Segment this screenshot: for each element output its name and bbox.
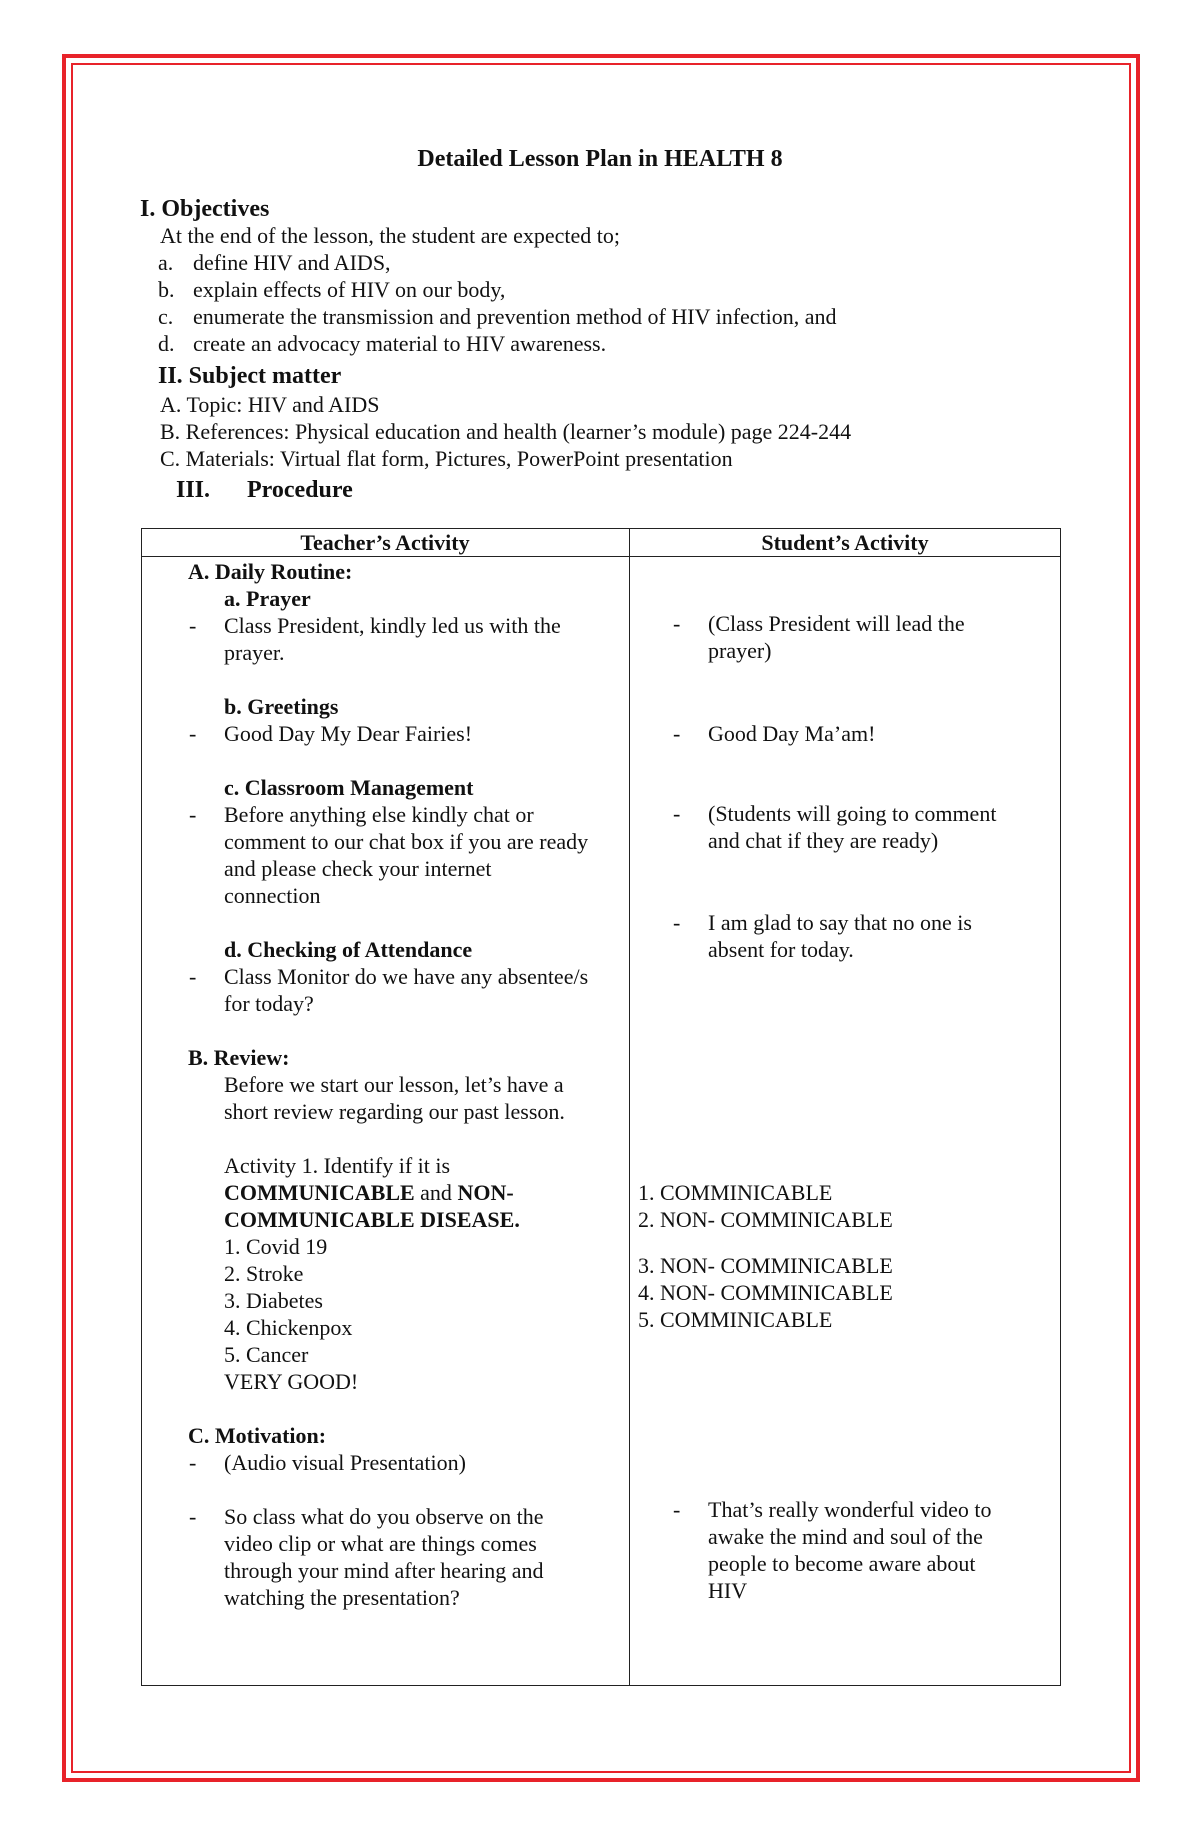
teacher-attendance-line: Class Monitor do we have any absentee/s bbox=[224, 964, 589, 989]
dash-bullet: - bbox=[189, 802, 197, 827]
activity-instruction: Activity 1. Identify if it is bbox=[224, 1153, 451, 1178]
disease-list-item: 1. Covid 19 bbox=[224, 1234, 328, 1259]
disease-list-item: 2. Stroke bbox=[224, 1261, 304, 1286]
table-column-divider bbox=[629, 528, 630, 1686]
objective-letter-c: c. bbox=[158, 304, 174, 329]
teacher-praise: VERY GOOD! bbox=[224, 1369, 359, 1394]
student-motivation-line: HIV bbox=[708, 1578, 748, 1603]
subject-references: B. References: Physical education and health (learner’s module) page 224-244 bbox=[160, 419, 852, 444]
student-prayer-line: prayer) bbox=[708, 638, 772, 663]
teacher-observe-line: watching the presentation? bbox=[224, 1585, 460, 1610]
student-motivation-line: people to become aware about bbox=[708, 1551, 976, 1576]
student-greeting: Good Day Ma’am! bbox=[708, 721, 876, 746]
prayer-heading: a. Prayer bbox=[224, 586, 311, 611]
subject-materials: C. Materials: Virtual flat form, Pictures, PowerPoint presentation bbox=[160, 446, 733, 471]
dash-bullet: - bbox=[189, 613, 197, 638]
dash-bullet: - bbox=[673, 611, 681, 636]
activity-instruction-line bbox=[224, 1179, 514, 1206]
teacher-observe-line: So class what do you observe on the bbox=[224, 1504, 544, 1529]
dash-bullet: - bbox=[189, 721, 197, 746]
dash-bullet: - bbox=[673, 910, 681, 935]
dash-bullet: - bbox=[673, 801, 681, 826]
teacher-review-line: short review regarding our past lesson. bbox=[224, 1099, 565, 1124]
non-keyword: NON- bbox=[457, 1180, 514, 1205]
subject-topic: A. Topic: HIV and AIDS bbox=[160, 392, 380, 417]
disease-list-item: 3. Diabetes bbox=[224, 1288, 323, 1313]
teacher-cm-line: and please check your internet bbox=[224, 856, 492, 881]
student-answer: 3. NON- COMMINICABLE bbox=[638, 1253, 893, 1278]
teacher-activity-header: Teacher’s Activity bbox=[300, 530, 470, 555]
objective-letter-b: b. bbox=[158, 277, 175, 302]
procedure-numeral: III. bbox=[176, 477, 211, 503]
student-motivation-line: awake the mind and soul of the bbox=[708, 1524, 983, 1549]
student-attendance-line: I am glad to say that no one is bbox=[708, 910, 972, 935]
teacher-greeting: Good Day My Dear Fairies! bbox=[224, 721, 473, 746]
communicable-keyword: COMMUNICABLE bbox=[224, 1180, 415, 1205]
objective-item-b: explain effects of HIV on our body, bbox=[193, 277, 506, 302]
teacher-observe-line: through your mind after hearing and bbox=[224, 1558, 544, 1583]
student-activity-header: Student’s Activity bbox=[761, 530, 929, 555]
classroom-management-heading: c. Classroom Management bbox=[224, 775, 474, 800]
student-attendance-line: absent for today. bbox=[708, 937, 854, 962]
objective-letter-a: a. bbox=[158, 250, 174, 275]
teacher-cm-line: Before anything else kindly chat or bbox=[224, 802, 534, 827]
dash-bullet: - bbox=[189, 1450, 197, 1475]
dash-bullet: - bbox=[189, 1504, 197, 1529]
communicable-disease-keyword: COMMUNICABLE DISEASE. bbox=[224, 1207, 520, 1232]
disease-list-item: 5. Cancer bbox=[224, 1342, 309, 1367]
subject-matter-heading: II. Subject matter bbox=[158, 363, 342, 389]
procedure-heading: Procedure bbox=[247, 477, 353, 503]
daily-routine-heading: A. Daily Routine: bbox=[188, 559, 353, 584]
document-title: Detailed Lesson Plan in HEALTH 8 bbox=[417, 146, 783, 172]
table-header-divider bbox=[141, 556, 1061, 557]
and-word: and bbox=[414, 1180, 458, 1205]
dash-bullet: - bbox=[673, 1497, 681, 1522]
student-answer: 2. NON- COMMINICABLE bbox=[638, 1207, 893, 1232]
attendance-heading: d. Checking of Attendance bbox=[224, 937, 473, 962]
teacher-review-line: Before we start our lesson, let’s have a bbox=[224, 1072, 564, 1097]
disease-list-item: 4. Chickenpox bbox=[224, 1315, 353, 1340]
student-answer: 5. COMMINICABLE bbox=[638, 1307, 833, 1332]
teacher-av-presentation: (Audio visual Presentation) bbox=[224, 1450, 466, 1475]
teacher-observe-line: video clip or what are things comes bbox=[224, 1531, 537, 1556]
teacher-attendance-line: for today? bbox=[224, 991, 314, 1016]
objective-item-d: create an advocacy material to HIV awareness. bbox=[193, 331, 607, 356]
review-heading: B. Review: bbox=[188, 1045, 290, 1070]
teacher-prayer-line: Class President, kindly led us with the bbox=[224, 613, 561, 638]
student-cm-line: (Students will going to comment bbox=[708, 801, 997, 826]
teacher-cm-line: connection bbox=[224, 883, 321, 908]
greetings-heading: b. Greetings bbox=[224, 694, 339, 719]
student-prayer-line: (Class President will lead the bbox=[708, 611, 965, 636]
dash-bullet: - bbox=[673, 721, 681, 746]
objective-item-c: enumerate the transmission and prevention method of HIV infection, and bbox=[193, 304, 837, 329]
objective-letter-d: d. bbox=[158, 331, 175, 356]
objectives-intro: At the end of the lesson, the student are expected to; bbox=[160, 223, 621, 248]
student-cm-line: and chat if they are ready) bbox=[708, 828, 939, 853]
objective-item-a: define HIV and AIDS, bbox=[193, 250, 391, 275]
teacher-prayer-line: prayer. bbox=[224, 640, 285, 665]
student-answer: 4. NON- COMMINICABLE bbox=[638, 1280, 893, 1305]
dash-bullet: - bbox=[189, 964, 197, 989]
student-motivation-line: That’s really wonderful video to bbox=[708, 1497, 992, 1522]
teacher-cm-line: comment to our chat box if you are ready bbox=[224, 829, 589, 854]
objectives-heading: I. Objectives bbox=[140, 196, 270, 222]
student-answer: 1. COMMINICABLE bbox=[638, 1180, 833, 1205]
motivation-heading: C. Motivation: bbox=[188, 1423, 327, 1448]
